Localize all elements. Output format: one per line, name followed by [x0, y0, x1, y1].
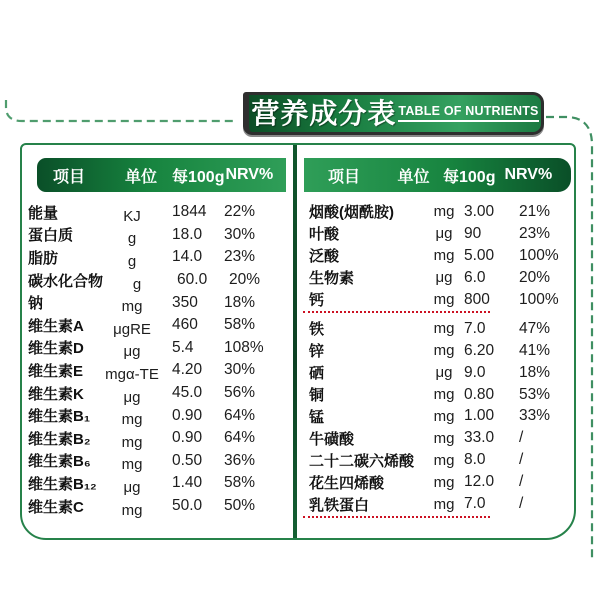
table-row: [297, 267, 574, 289]
nutrient-unit: mg: [121, 298, 143, 316]
nutrient-value: 33.0: [464, 429, 495, 447]
nutrient-nrv: 108%: [224, 338, 264, 356]
nutrient-name: 钠: [28, 295, 44, 313]
nutrient-unit: g: [132, 275, 142, 293]
nutrient-name: 维生素A: [28, 317, 84, 335]
nutrient-unit: g: [127, 230, 137, 248]
nutrient-name: 烟酸(烟酰胺): [309, 204, 394, 222]
nutrient-nrv: 20%: [519, 268, 551, 286]
header-per100g: 每100g: [172, 168, 225, 186]
table-row: [22, 427, 293, 450]
nutrient-value: 1.00: [464, 407, 495, 425]
table-row: [22, 450, 293, 473]
nutrient-unit: mg: [433, 429, 455, 447]
right-table-body: [297, 201, 574, 522]
nutrient-name: 生物素: [309, 270, 355, 288]
nutrient-name: 牛磺酸: [309, 430, 355, 448]
nutrient-value: 0.90: [172, 406, 203, 424]
nutrient-nrv: 36%: [224, 451, 256, 469]
nutrient-value: 6.20: [464, 341, 495, 359]
table-row: [297, 318, 574, 340]
nutrient-nrv: /: [519, 451, 524, 469]
table-row: [297, 427, 574, 449]
nutrient-unit: μg: [435, 225, 453, 243]
nutrient-unit: mg: [433, 407, 455, 425]
nutrient-nrv: 30%: [224, 361, 256, 379]
nutrient-unit: μg: [123, 388, 141, 406]
nutrient-unit: mg: [433, 291, 455, 308]
nutrient-value: 8.0: [464, 451, 486, 469]
title-banner: [243, 92, 544, 135]
nutrient-value: 0.90: [172, 429, 203, 447]
nutrient-nrv: 53%: [519, 385, 551, 403]
nutrient-unit: μg: [435, 364, 453, 382]
nutrient-nrv: 21%: [519, 202, 551, 220]
nutrient-name: 铁: [309, 321, 325, 339]
table-row: [22, 201, 293, 224]
nutrient-name: 维生素C: [28, 498, 84, 516]
table-row: [297, 471, 574, 493]
nutrient-nrv: /: [519, 495, 524, 513]
right-table: [297, 145, 574, 538]
table-row: [297, 449, 574, 471]
nutrient-unit: μg: [435, 269, 453, 287]
nutrient-nrv: 58%: [224, 474, 256, 492]
table-row: [22, 314, 293, 337]
nutrient-name: 花生四烯酸: [309, 474, 385, 492]
nutrient-nrv: 18%: [519, 363, 551, 381]
table-row: [297, 362, 574, 384]
nutrient-name: 维生素E: [28, 362, 84, 380]
table-row: [297, 201, 574, 223]
nutrient-unit: mg: [121, 456, 143, 474]
nutrient-name: 能量: [28, 204, 59, 222]
nutrient-value: 45.0: [172, 384, 203, 402]
nutrient-value: 6.0: [464, 268, 486, 286]
nutrient-nrv: 47%: [519, 319, 551, 337]
header-item: 项目: [328, 168, 361, 186]
title-chinese: 营养成分表: [251, 97, 397, 129]
nutrient-name: 乳铁蛋白: [309, 496, 370, 514]
nutrient-nrv: 22%: [224, 203, 256, 221]
table-row: [297, 406, 574, 428]
nutrient-value: 18.0: [172, 225, 203, 243]
nutrient-value: 50.0: [172, 497, 203, 515]
nutrient-nrv: /: [519, 429, 524, 447]
nutrient-name: 二十二碳六烯酸: [309, 452, 415, 470]
table-row: [22, 404, 293, 427]
table-row: [297, 493, 574, 515]
nutrient-unit: mg: [433, 342, 455, 360]
nutrient-nrv: 18%: [224, 293, 256, 311]
nutrient-value: 0.80: [464, 385, 495, 403]
nutrient-unit: mg: [433, 495, 455, 513]
nutrient-nrv: 41%: [519, 341, 551, 359]
table-row: [22, 495, 293, 518]
nutrient-value: 7.0: [464, 319, 486, 337]
nutrient-unit: μg: [123, 343, 141, 361]
nutrient-unit: mg: [433, 320, 455, 338]
nutrient-name: 锰: [309, 408, 325, 426]
header-per100g: 每100g: [443, 168, 496, 186]
nutrient-name: 锌: [309, 343, 325, 361]
nutrient-name: 维生素B₁: [28, 408, 91, 426]
nutrient-nrv: 64%: [224, 406, 256, 424]
nutrient-value: 5.00: [464, 246, 495, 264]
nutrient-unit: mg: [433, 473, 455, 491]
table-row: [297, 340, 574, 362]
table-row: [297, 223, 574, 245]
table-row: [22, 246, 293, 269]
nutrient-value: 1.40: [172, 474, 203, 492]
nutrient-nrv: 50%: [224, 497, 256, 515]
header-item: 项目: [53, 168, 86, 186]
table-row: [297, 245, 574, 267]
header-nrv: NRV%: [225, 166, 274, 183]
nutrient-value: 350: [172, 293, 198, 311]
nutrient-nrv: 23%: [519, 224, 551, 242]
table-row: [22, 269, 293, 292]
left-table: [22, 145, 293, 538]
nutrient-unit: mg: [433, 203, 455, 221]
nutrient-nrv: 64%: [224, 429, 256, 447]
nutrient-name: 铜: [309, 387, 325, 405]
nutrient-value: 7.0: [464, 495, 486, 513]
nutrient-name: 维生素K: [28, 385, 84, 403]
nutrient-value: 4.20: [172, 361, 203, 379]
nutrient-unit: μgRE: [113, 320, 151, 338]
table-row: [22, 337, 293, 360]
nutrient-nrv: 56%: [224, 384, 256, 402]
right-table-header: [304, 158, 571, 192]
nutrients-table: [20, 143, 576, 540]
nutrient-nrv: /: [519, 473, 524, 491]
nutrient-name: 维生素B₆: [28, 453, 91, 471]
nutrient-name: 泛酸: [309, 248, 340, 266]
table-row: [297, 384, 574, 406]
nutrient-name: 蛋白质: [28, 227, 74, 245]
nutrient-nrv: 23%: [224, 248, 256, 266]
nutrient-name: 钙: [309, 292, 325, 309]
nutrient-unit: KJ: [123, 207, 141, 225]
title-english: TABLE OF NUTRIENTS: [398, 105, 538, 122]
table-row: [22, 472, 293, 495]
nutrient-nrv: 100%: [519, 290, 559, 308]
nutrient-value: 14.0: [172, 248, 203, 266]
nutrient-nrv: 30%: [224, 225, 256, 243]
nutrient-value: 90: [464, 224, 482, 242]
header-unit: 单位: [397, 168, 430, 186]
nutrient-value: 12.0: [464, 473, 495, 491]
nutrient-unit: mgα-TE: [105, 365, 159, 383]
nutrient-nrv: 20%: [229, 271, 261, 289]
nutrient-name: 脂肪: [28, 249, 59, 267]
nutrient-unit: mg: [121, 433, 143, 451]
nutrient-value: 800: [464, 290, 490, 308]
left-table-body: [22, 201, 293, 517]
nutrient-value: 460: [172, 316, 198, 334]
nutrient-name: 硒: [309, 365, 325, 383]
nutrient-nrv: 100%: [519, 246, 559, 264]
nutrient-nrv: 33%: [519, 407, 551, 425]
nutrient-unit: mg: [121, 501, 143, 519]
nutrient-name: 碳水化合物: [28, 272, 104, 290]
nutrient-value: 5.4: [172, 338, 194, 356]
nutrient-unit: g: [127, 252, 137, 270]
header-nrv: NRV%: [504, 166, 553, 183]
table-row: [297, 289, 574, 311]
nutrient-value: 3.00: [464, 202, 495, 220]
left-table-header: [37, 158, 286, 192]
table-row: [22, 359, 293, 382]
nutrient-unit: μg: [123, 478, 141, 496]
nutrient-name: 维生素B₂: [28, 430, 91, 448]
nutrient-unit: mg: [433, 247, 455, 265]
nutrient-name: 维生素B₁₂: [28, 475, 97, 493]
nutrient-value: 9.0: [464, 363, 486, 381]
table-row: [22, 291, 293, 314]
nutrient-value: 0.50: [172, 451, 203, 469]
nutrient-name: 维生素D: [28, 340, 84, 358]
nutrient-unit: mg: [433, 386, 455, 404]
nutrient-unit: mg: [121, 411, 143, 429]
table-row: [22, 382, 293, 405]
nutrient-value: 60.0: [177, 271, 208, 289]
nutrient-name: 叶酸: [309, 226, 340, 244]
table-row: [22, 224, 293, 247]
nutrient-nrv: 58%: [224, 316, 256, 334]
nutrient-unit: mg: [433, 451, 455, 469]
header-unit: 单位: [124, 168, 157, 186]
nutrient-value: 1844: [172, 203, 207, 221]
